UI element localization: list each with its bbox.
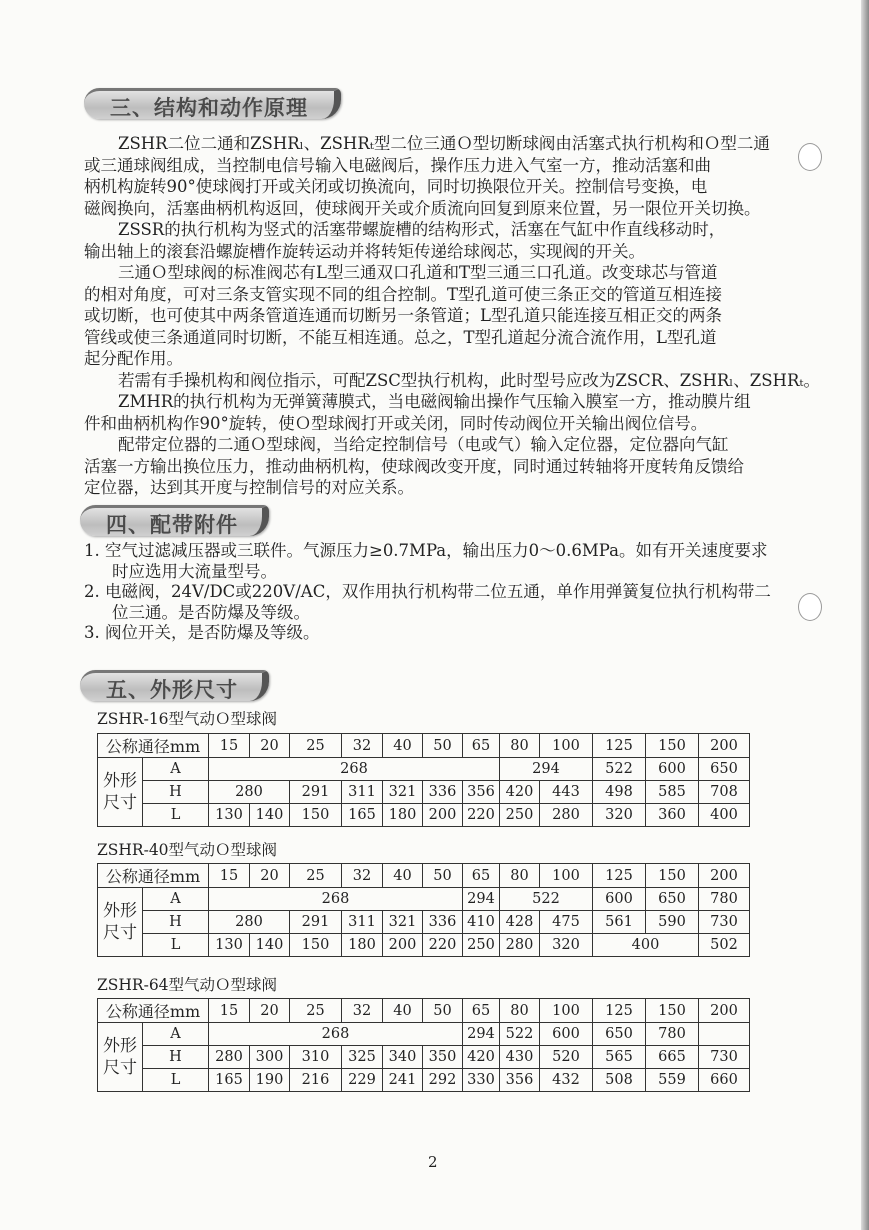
dimension-table-zshr40 <box>97 863 750 957</box>
size-cell: 20 <box>250 999 290 1023</box>
punch-hole <box>798 143 822 171</box>
row-key: H <box>143 1046 209 1069</box>
size-cell: 25 <box>290 734 342 758</box>
text-line: 或三通球阀组成，当控制电信号输入电磁阀后，操作压力进入气室一方，推动活塞和曲 <box>84 155 711 175</box>
size-cell: 50 <box>423 864 463 888</box>
accessories-list <box>84 541 771 644</box>
value-cell: 502 <box>699 934 750 957</box>
table-row <box>98 911 750 934</box>
value-cell: 522 <box>500 888 593 911</box>
size-cell: 150 <box>646 999 699 1023</box>
size-cell: 32 <box>342 864 383 888</box>
section-title: 四、配带附件 <box>106 513 238 537</box>
value-cell: 241 <box>383 1069 423 1092</box>
section-header-structure <box>84 88 341 119</box>
size-cell: 25 <box>290 999 342 1023</box>
value-cell: 730 <box>699 1046 750 1069</box>
text-line: 柄机构旋转90°使球阀打开或关闭或切换流向，同时切换限位开关。控制信号变换，电 <box>84 177 708 196</box>
value-cell: 229 <box>342 1069 383 1092</box>
value-cell: 280 <box>540 804 593 827</box>
dimension-table-zshr16 <box>97 733 750 827</box>
value-cell: 780 <box>646 1023 699 1046</box>
value-cell: 180 <box>383 804 423 827</box>
value-cell: 250 <box>500 804 540 827</box>
value-cell: 268 <box>209 1023 463 1046</box>
table-row <box>98 1023 750 1046</box>
value-cell: 268 <box>209 758 500 781</box>
table-header-row <box>98 999 750 1023</box>
table-row <box>98 934 750 957</box>
size-cell: 50 <box>423 999 463 1023</box>
table-title: ZSHR-16型气动Ｏ型球阀 <box>97 710 278 728</box>
size-cell: 65 <box>463 864 500 888</box>
value-cell: 600 <box>593 888 646 911</box>
size-cell: 40 <box>383 864 423 888</box>
value-cell: 220 <box>423 934 463 957</box>
size-cell: 50 <box>423 734 463 758</box>
value-cell: 561 <box>593 911 646 934</box>
value-cell: 650 <box>646 888 699 911</box>
size-cell: 65 <box>463 734 500 758</box>
size-cell: 100 <box>540 864 593 888</box>
size-cell: 20 <box>250 864 290 888</box>
value-cell: 508 <box>593 1069 646 1092</box>
section-title: 五、外形尺寸 <box>106 678 238 702</box>
size-cell: 15 <box>209 734 250 758</box>
size-cell: 32 <box>342 734 383 758</box>
size-cell: 32 <box>342 999 383 1023</box>
size-cell: 40 <box>383 734 423 758</box>
header-label: 公称通径mm <box>98 999 209 1023</box>
size-cell: 125 <box>593 999 646 1023</box>
value-cell: 430 <box>500 1046 540 1069</box>
table-row <box>98 1046 750 1069</box>
section-header-accessories <box>80 505 269 536</box>
text-line: 起分配作用。 <box>84 349 183 368</box>
row-key: L <box>143 804 209 827</box>
value-cell: 200 <box>423 804 463 827</box>
size-cell: 40 <box>383 999 423 1023</box>
value-cell: 565 <box>593 1046 646 1069</box>
value-cell: 200 <box>383 934 423 957</box>
size-cell: 150 <box>646 864 699 888</box>
size-cell: 15 <box>209 864 250 888</box>
text-line: 定位器，达到其开度与控制信号的对应关系。 <box>84 478 414 497</box>
principle-text <box>84 133 820 499</box>
value-cell: 140 <box>250 804 290 827</box>
value-cell: 420 <box>463 1046 500 1069</box>
text-line: 输出轴上的滚套沿螺旋槽作旋转运动并将转矩传递给球阀芯，实现阀的开关。 <box>84 241 645 261</box>
value-cell: 321 <box>383 911 423 934</box>
value-cell: 165 <box>342 804 383 827</box>
value-cell: 321 <box>383 781 423 804</box>
value-cell: 660 <box>699 1069 750 1092</box>
list-item: 3. 阀位开关，是否防爆及等级。 <box>84 623 320 642</box>
side-label: 外形尺寸 <box>98 1023 143 1092</box>
text-line: ZSHR二位二通和ZSHRₗ、ZSHRₜ型二位三通Ｏ型切断球阀由活塞式执行机构和Ｏ型二通 <box>118 134 770 153</box>
row-key: H <box>143 781 209 804</box>
table-title: ZSHR-40型气动Ｏ型球阀 <box>97 841 278 859</box>
value-cell: 294 <box>500 758 593 781</box>
row-key: H <box>143 911 209 934</box>
table-title: ZSHR-64型气动Ｏ型球阀 <box>97 976 278 994</box>
row-key: L <box>143 1069 209 1092</box>
text-line: 活塞一方输出换位压力，推动曲柄机构，使球阀改变开度，同时通过转轴将开度转角反馈给 <box>84 456 744 476</box>
side-label: 外形尺寸 <box>98 888 143 957</box>
value-cell: 585 <box>646 781 699 804</box>
size-cell: 100 <box>540 999 593 1023</box>
table-row <box>98 781 750 804</box>
value-cell: 600 <box>646 758 699 781</box>
size-cell: 80 <box>500 734 540 758</box>
value-cell: 291 <box>290 911 342 934</box>
table-row <box>98 888 750 911</box>
value-cell: 165 <box>209 1069 250 1092</box>
value-cell: 292 <box>423 1069 463 1092</box>
value-cell: 130 <box>209 804 250 827</box>
value-cell: 443 <box>540 781 593 804</box>
value-cell: 325 <box>342 1046 383 1069</box>
size-cell: 65 <box>463 999 500 1023</box>
value-cell: 280 <box>209 781 290 804</box>
value-cell: 311 <box>342 911 383 934</box>
value-cell: 140 <box>250 934 290 957</box>
value-cell: 220 <box>463 804 500 827</box>
size-cell: 200 <box>699 999 750 1023</box>
text-line: 磁阀换向，活塞曲柄机构返回，使球阀开关或介质流向回复到原来位置，另一限位开关切换。 <box>84 198 761 218</box>
value-cell: 350 <box>423 1046 463 1069</box>
list-item-continued: 位三通。是否防爆及等级。 <box>112 602 310 622</box>
header-label: 公称通径mm <box>98 864 209 888</box>
table-header-row <box>98 864 750 888</box>
value-cell: 320 <box>593 804 646 827</box>
section-title: 三、结构和动作原理 <box>110 96 308 120</box>
value-cell <box>699 1023 750 1046</box>
value-cell: 522 <box>500 1023 540 1046</box>
value-cell: 780 <box>699 888 750 911</box>
size-cell: 20 <box>250 734 290 758</box>
table-header-row <box>98 734 750 758</box>
header-label: 公称通径mm <box>98 734 209 758</box>
value-cell: 280 <box>500 934 540 957</box>
value-cell: 291 <box>290 781 342 804</box>
value-cell: 268 <box>209 888 463 911</box>
value-cell: 498 <box>593 781 646 804</box>
page-number: 2 <box>428 1153 438 1171</box>
text-line: 的相对角度，可对三条支管实现不同的组合控制。T型孔道可使三条正交的管道互相连接 <box>84 284 723 304</box>
value-cell: 600 <box>540 1023 593 1046</box>
text-line: ZMHR的执行机构为无弹簧薄膜式，当电磁阀输出操作气压输入膜室一方，推动膜片组 <box>118 392 751 411</box>
value-cell: 330 <box>463 1069 500 1092</box>
punch-hole <box>798 593 822 621</box>
value-cell: 428 <box>500 911 540 934</box>
section-header-dimensions <box>80 670 269 701</box>
value-cell: 400 <box>699 804 750 827</box>
value-cell: 150 <box>290 934 342 957</box>
value-cell: 730 <box>699 911 750 934</box>
value-cell: 400 <box>593 934 699 957</box>
value-cell: 590 <box>646 911 699 934</box>
text-line: 三通Ｏ型球阀的标准阀芯有L型三通双口孔道和T型三通三口孔道。改变球芯与管道 <box>118 263 718 282</box>
text-line: 配带定位器的二通Ｏ型球阀，当给定控制信号（电或气）输入定位器，定位器向气缸 <box>118 435 729 454</box>
value-cell: 410 <box>463 911 500 934</box>
value-cell: 708 <box>699 781 750 804</box>
value-cell: 180 <box>342 934 383 957</box>
size-cell: 200 <box>699 864 750 888</box>
value-cell: 522 <box>593 758 646 781</box>
size-cell: 80 <box>500 999 540 1023</box>
side-label: 外形尺寸 <box>98 758 143 827</box>
dimension-table-zshr64 <box>97 998 750 1092</box>
value-cell: 190 <box>250 1069 290 1092</box>
text-line: 若需有手操机构和阀位指示，可配ZSC型执行机构，此时型号应改为ZSCR、ZSHRₗ、ZSHRₜ。 <box>118 370 820 390</box>
row-key: A <box>143 888 209 911</box>
value-cell: 336 <box>423 911 463 934</box>
size-cell: 125 <box>593 864 646 888</box>
size-cell: 25 <box>290 864 342 888</box>
value-cell: 665 <box>646 1046 699 1069</box>
value-cell: 216 <box>290 1069 342 1092</box>
value-cell: 311 <box>342 781 383 804</box>
value-cell: 150 <box>290 804 342 827</box>
value-cell: 432 <box>540 1069 593 1092</box>
value-cell: 310 <box>290 1046 342 1069</box>
value-cell: 420 <box>500 781 540 804</box>
value-cell: 280 <box>209 1046 250 1069</box>
list-item: 1. 空气过滤减压器或三联件。气源压力≥0.7MPa，输出压力0～0.6MPa。如有开关速度要求 <box>84 541 768 560</box>
page-edge-shadow <box>861 0 869 1230</box>
value-cell: 559 <box>646 1069 699 1092</box>
table-row <box>98 804 750 827</box>
list-item: 2. 电磁阀，24V/DC或220V/AC，双作用执行机构带二位五通，单作用弹簧复位执行机构带二 <box>84 582 771 601</box>
size-cell: 100 <box>540 734 593 758</box>
value-cell: 650 <box>699 758 750 781</box>
value-cell: 294 <box>463 1023 500 1046</box>
value-cell: 520 <box>540 1046 593 1069</box>
value-cell: 336 <box>423 781 463 804</box>
table-row <box>98 1069 750 1092</box>
size-cell: 150 <box>646 734 699 758</box>
value-cell: 280 <box>209 911 290 934</box>
text-line: 管线或使三条通道同时切断，不能互相连通。总之，T型孔道起分流合流作用，L型孔道 <box>84 327 717 347</box>
row-key: A <box>143 758 209 781</box>
value-cell: 320 <box>540 934 593 957</box>
text-line: 件和曲柄机构作90°旋转，使Ｏ型球阀打开或关闭，同时传动阀位开关输出阀位信号。 <box>84 413 708 433</box>
size-cell: 125 <box>593 734 646 758</box>
value-cell: 360 <box>646 804 699 827</box>
value-cell: 475 <box>540 911 593 934</box>
text-line: 或切断，也可使其中两条管道连通而切断另一条管道；L型孔道只能连接互相正交的两条 <box>84 306 722 325</box>
value-cell: 650 <box>593 1023 646 1046</box>
value-cell: 340 <box>383 1046 423 1069</box>
table-row <box>98 758 750 781</box>
value-cell: 294 <box>463 888 500 911</box>
value-cell: 356 <box>463 781 500 804</box>
value-cell: 250 <box>463 934 500 957</box>
size-cell: 200 <box>699 734 750 758</box>
row-key: A <box>143 1023 209 1046</box>
text-line: ZSSR的执行机构为竖式的活塞带螺旋槽的结构形式，活塞在气缸中作直线移动时， <box>118 220 726 239</box>
size-cell: 80 <box>500 864 540 888</box>
size-cell: 15 <box>209 999 250 1023</box>
list-item-continued: 时应选用大流量型号。 <box>112 561 277 581</box>
value-cell: 300 <box>250 1046 290 1069</box>
row-key: L <box>143 934 209 957</box>
value-cell: 130 <box>209 934 250 957</box>
value-cell: 356 <box>500 1069 540 1092</box>
